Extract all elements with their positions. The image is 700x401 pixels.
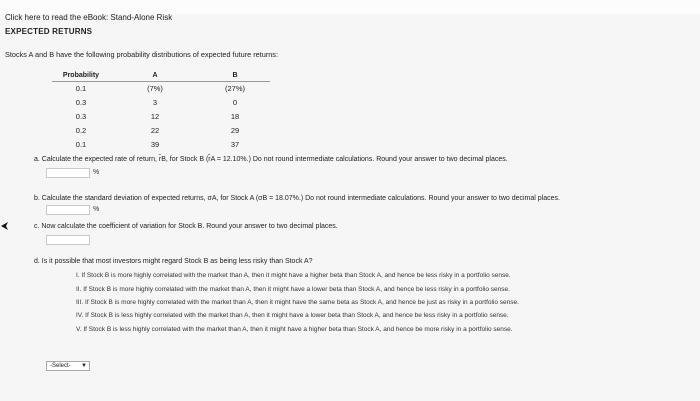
answer-select-dropdown[interactable] [46,361,90,371]
cell-return-b: 37 [230,139,240,149]
option-ii: II. If Stock B is more highly correlated with the market than A, then it might have a lower beta than Stock A, and hence be less risky in a portfolio sense. [76,286,510,293]
header-stock-b: B [232,72,238,79]
header-stock-a: A [152,72,158,79]
question-c-text: c. Now calculate the coefficient of variation for Stock B. Round your answer to two decimal places. [34,223,338,230]
select-value: -Select- [50,363,71,369]
cell-probability: 0.1 [75,139,87,149]
expected-return-b-input[interactable] [46,168,90,178]
cell-return-a: (7%) [147,83,163,93]
option-iii: III. If Stock B is more highly correlated with the market than A, then it might have the same beta as Stock A, and hence be just as risky in a portfolio sense. [76,299,519,306]
question-b-unit: % [93,206,100,213]
cell-return-b: (27%) [224,83,245,93]
cell-return-b: 0 [232,97,238,107]
cell-probability: 0.1 [75,83,87,93]
cell-return-b: 18 [230,111,240,121]
top-strip [0,0,700,14]
cell-probability: 0.3 [75,111,87,121]
ebook-link[interactable]: Click here to read the eBook: Stand-Alone Risk [5,13,173,22]
cell-return-a: 39 [150,139,160,149]
option-v: V. If Stock B is less highly correlated with the market than A, then it might have a higher beta than Stock A, and hence be more risky in a portfolio sense. [76,326,513,333]
cell-probability: 0.3 [75,97,87,107]
option-i: I. If Stock B is more highly correlated with the market than A, then it might have a higher beta than Stock A, and hence be less risky in a portfolio sense. [76,272,511,279]
header-probability: Probability [62,72,100,79]
arrow-cursor-icon [0,221,10,231]
question-a-text: a. Calculate the expected rate of return, r̂B, for Stock B (r̂A = 12.10%.) Do not round intermediate calculations. Round your answer to two decimal places. [34,156,508,163]
cell-return-a: 22 [150,125,160,135]
table-header-row [52,70,270,81]
cell-return-b: 29 [230,125,240,135]
table-header-divider [52,81,270,82]
cell-return-a: 3 [152,97,158,107]
distribution-table [52,70,270,151]
question-d-text: d. Is it possible that most investors might regard Stock B as being less risky than Stock A? [34,258,313,265]
table-row [52,81,270,95]
coefficient-of-variation-input[interactable] [46,235,90,245]
std-dev-a-input[interactable] [46,205,90,215]
table-row [52,109,270,123]
chevron-down-icon: ▼ [81,363,87,369]
table-row [52,123,270,137]
table-row [52,95,270,109]
question-a-unit: % [93,169,100,176]
intro-text: Stocks A and B have the following probability distributions of expected future returns: [5,50,278,59]
cell-return-a: 12 [150,111,160,121]
question-b-text: b. Calculate the standard deviation of expected returns, σA, for Stock A (σB = 18.07%.) Do not round intermediate calculations. Round your answer to two decimal places. [34,195,560,202]
cell-probability: 0.2 [75,125,87,135]
table-row [52,137,270,151]
section-title: EXPECTED RETURNS [5,27,93,36]
option-iv: IV. If Stock B is less highly correlated with the market than A, then it might have a lower beta than Stock A, and hence be less risky in a portfolio sense. [76,312,509,319]
